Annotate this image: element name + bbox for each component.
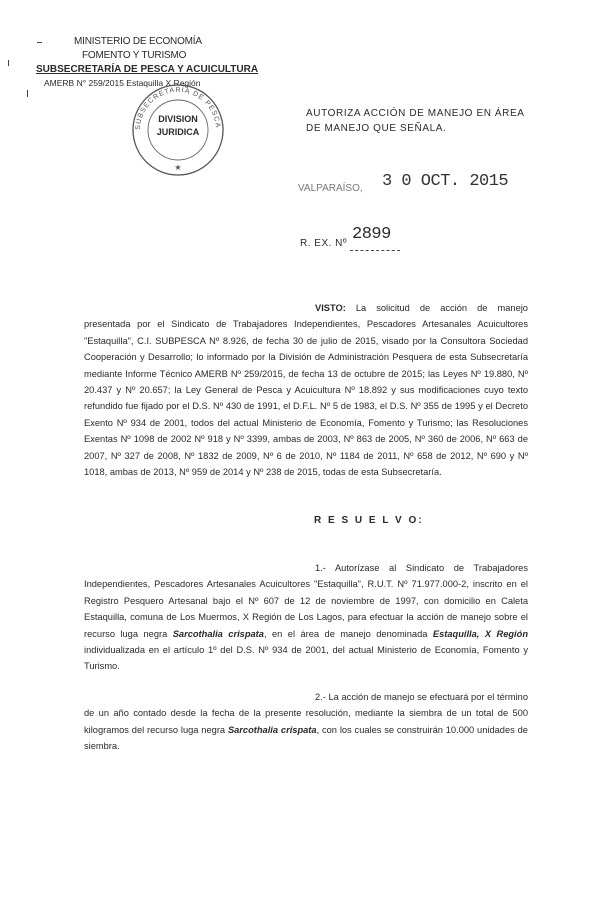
rex-label: R. EX. Nº	[300, 238, 348, 249]
subsecretaria-line: SUBSECRETARÍA DE PESCA Y ACUICULTURA	[36, 64, 259, 75]
reference-line: AMERB N° 259/2015 Estaquilla X Región	[44, 78, 201, 88]
species-name: Sarcothalia crispata	[172, 628, 264, 639]
svg-text:SUBSECRETARÍA DE PESCA: SUBSECRETARÍA DE PESCA	[134, 86, 222, 131]
point-text: individualizada en el artículo 1º del D.S. Nº 934 de 2001, del actual Ministerio de Economía, Fomento y Turismo.	[84, 645, 528, 672]
scan-speck	[37, 42, 42, 43]
scan-speck	[27, 90, 28, 97]
resolution-point-1	[84, 560, 528, 675]
scan-speck	[8, 60, 9, 66]
area-name: Estaquilla, X Región	[432, 628, 528, 639]
ministry-line-2: FOMENTO Y TURISMO	[82, 50, 187, 61]
point-text: , en el área de manejo denominada	[263, 628, 433, 639]
point-number: 1.-	[315, 563, 326, 573]
document-title: AUTORIZA ACCIÓN DE MANEJO EN ÁREA DE MANEJO QUE SEÑALA.	[306, 108, 524, 134]
stamp-line-1: DIVISION	[158, 114, 198, 124]
point-text: Autorízase al Sindicato de Trabajadores Independientes, Pescadores Artesanales Acuicultores "Estaquilla", R.U.T. Nº 71.977.000-2, inscrito en el Registro Pesquero Artesanal bajo el Nº 607 de 12 de noviembre de 1997, con domicilio en Caleta Estaquilla, comuna de Los Muermos, X Región de Los Lagos, para efectuar la acción de manejo sobre el recurso luga negra	[84, 563, 528, 639]
svg-text:★: ★	[174, 163, 182, 172]
rex-underline	[350, 250, 400, 251]
visto-text: La solicitud de acción de manejo presentada por el Sindicato de Trabajadores Independientes, Pescadores Artesanales Acuicultores "Estaquilla", C.I. SUBPESCA Nº 8.926, de fecha 30 de julio de 2015, visado por la Consultora Sociedad Cooperación y Desarrollo; lo informado por la División de Administración Pesquera de esta Subsecretaría mediante Informe Técnico AMERB Nº 259/2015, de fecha 13 de octubre de 2015; las Leyes Nº 19.880, Nº 20.437 y Nº 20.657; la Ley General de Pesca y Acuicultura Nº 18.892 y sus modificaciones cuyo texto refundido fue fijado por el D.S. Nº 430 de 1991, el D.F.L. Nº 5 de 1983, el D.S. Nº 355 de 1995 y el Decreto Exento Nº 934 de 2001, todos del actual Ministerio de Economía, Fomento y Turismo; las Resoluciones Exentas Nº 1098 de 2002 Nº 918 y Nº 3399, ambas de 2003, Nº 863 de 2005, Nº 360 de 2006, Nº 663 de 2007, Nº 327 de 2008, Nº 1832 de 2009, Nº 6 de 2010, Nº 1184 de 2011, Nº 658 de 2012, Nº 690 y Nº 1018, ambas de 2013, Nº 959 de 2014 y Nº 238 de 2015, todas de esta Subsecretaría.	[84, 303, 528, 478]
rex-number: 2899	[352, 225, 391, 244]
resolution-point-2	[84, 689, 528, 755]
point-text: , con los cuales se construirán 10.000 unidades de siembra.	[84, 724, 528, 752]
date-stamp: 3 0 OCT. 2015	[382, 172, 509, 191]
visto-paragraph	[84, 300, 528, 480]
stamp-line-2: JURIDICA	[156, 127, 200, 137]
point-number: 2.-	[315, 692, 326, 702]
species-name: Sarcothalia crispata	[227, 724, 317, 735]
point-text: La acción de manejo se efectuará por el término de un año contado desde la fecha de la presente resolución, mediante la siembra de un total de 500 kilogramos del recurso luga negra	[84, 692, 528, 735]
division-juridica-stamp	[130, 82, 226, 178]
resuelvo-heading: R E S U E L V O:	[314, 515, 424, 526]
ministry-line: MINISTERIO DE ECONOMÍA	[74, 36, 202, 47]
visto-label: VISTO:	[315, 303, 346, 313]
place-label: VALPARAÍSO,	[298, 183, 363, 194]
